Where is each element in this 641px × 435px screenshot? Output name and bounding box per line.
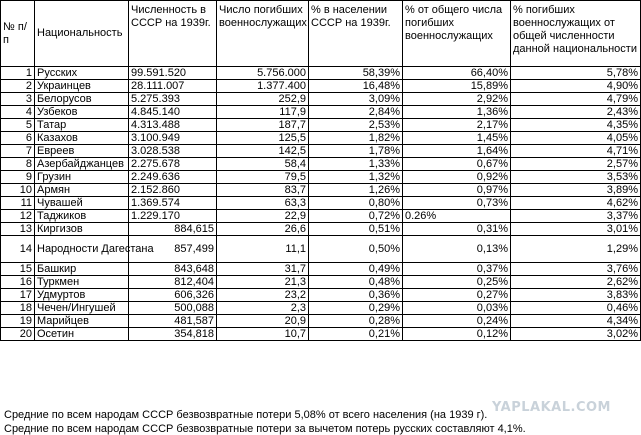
cell-nationality: Татар [35, 119, 129, 132]
table-row [1, 119, 641, 132]
footnote-average: Средние по всем народам СССР безвозвратные потери 5,08% от всего населения (на 1939 г). [4, 409, 488, 421]
cell-pct-nationality: 3,89% [511, 184, 641, 197]
cell-nationality: Чувашей [35, 197, 129, 210]
header-row [1, 1, 641, 67]
cell-killed: 2,3 [217, 302, 309, 315]
cell-pct-population: 16,48% [309, 80, 403, 93]
cell-population: 4.313.488 [129, 119, 217, 132]
cell-number: 6 [1, 132, 35, 145]
cell-population: 481,587 [129, 315, 217, 328]
cell-number: 18 [1, 302, 35, 315]
cell-pct-nationality: 3,83% [511, 289, 641, 302]
cell-pct-killed: 0,37% [403, 263, 511, 276]
cell-pct-population: 0,49% [309, 263, 403, 276]
cell-killed: 31,7 [217, 263, 309, 276]
cell-pct-killed: 0,97% [403, 184, 511, 197]
cell-nationality: Евреев [35, 145, 129, 158]
cell-pct-nationality: 3,53% [511, 171, 641, 184]
cell-nationality: Марийцев [35, 315, 129, 328]
cell-pct-killed: 0,24% [403, 315, 511, 328]
cell-killed: 142,5 [217, 145, 309, 158]
table-row [1, 302, 641, 315]
header-population: Численность в СССР на 1939г. [129, 1, 217, 67]
cell-pct-nationality: 3,01% [511, 223, 641, 236]
cell-pct-population: 1,82% [309, 132, 403, 145]
cell-number: 20 [1, 328, 35, 341]
cell-nationality: Армян [35, 184, 129, 197]
cell-nationality: Русских [35, 67, 129, 80]
cell-nationality: Удмуртов [35, 289, 129, 302]
cell-number: 10 [1, 184, 35, 197]
cell-killed: 58,4 [217, 158, 309, 171]
cell-nationality: Украинцев [35, 80, 129, 93]
cell-population: 4.845.140 [129, 106, 217, 119]
cell-killed: 187,7 [217, 119, 309, 132]
table-row [1, 93, 641, 106]
cell-pct-nationality: 2,57% [511, 158, 641, 171]
cell-killed: 20,9 [217, 315, 309, 328]
cell-nationality: Осетин [35, 328, 129, 341]
cell-pct-nationality: 2,62% [511, 276, 641, 289]
cell-nationality: Башкир [35, 263, 129, 276]
cell-pct-killed: 0,67% [403, 158, 511, 171]
cell-killed: 125,5 [217, 132, 309, 145]
cell-pct-population: 0,51% [309, 223, 403, 236]
header-pct-population: % в населении СССР на 1939г. [309, 1, 403, 67]
cell-pct-nationality: 4,90% [511, 80, 641, 93]
cell-pct-nationality: 5,78% [511, 67, 641, 80]
cell-number: 15 [1, 263, 35, 276]
cell-pct-nationality: 4,71% [511, 145, 641, 158]
cell-killed: 63,3 [217, 197, 309, 210]
table-row [1, 223, 641, 236]
table-row [1, 106, 641, 119]
cell-population: 606,326 [129, 289, 217, 302]
cell-number: 2 [1, 80, 35, 93]
table-row [1, 263, 641, 276]
cell-population: 2.249.636 [129, 171, 217, 184]
cell-pct-killed: 0,25% [403, 276, 511, 289]
cell-pct-killed: 0,73% [403, 197, 511, 210]
cell-killed: 5.756.000 [217, 67, 309, 80]
cell-nationality: Киргизов [35, 223, 129, 236]
cell-nationality: Казахов [35, 132, 129, 145]
cell-pct-population: 58,39% [309, 67, 403, 80]
cell-number: 11 [1, 197, 35, 210]
cell-pct-killed: 0.26% [403, 210, 511, 223]
cell-population: 1.369.574 [129, 197, 217, 210]
header-number: № п/п [1, 1, 35, 67]
cell-nationality: Народности Дагестана [35, 236, 129, 263]
cell-pct-nationality: 0,46% [511, 302, 641, 315]
cell-pct-population: 0,72% [309, 210, 403, 223]
cell-pct-population: 0,36% [309, 289, 403, 302]
cell-population: 812,404 [129, 276, 217, 289]
cell-population: 354,818 [129, 328, 217, 341]
cell-number: 19 [1, 315, 35, 328]
cell-pct-killed: 1,64% [403, 145, 511, 158]
cell-pct-population: 2,84% [309, 106, 403, 119]
cell-killed: 11,1 [217, 236, 309, 263]
cell-pct-killed: 0,13% [403, 236, 511, 263]
cell-population: 2.152.860 [129, 184, 217, 197]
header-killed: Число погибших военнослужащих [217, 1, 309, 67]
cell-pct-killed: 1,36% [403, 106, 511, 119]
cell-pct-nationality: 4,05% [511, 132, 641, 145]
cell-killed: 117,9 [217, 106, 309, 119]
cell-population: 1.229.170 [129, 210, 217, 223]
cell-pct-killed: 2,17% [403, 119, 511, 132]
table-body [1, 67, 641, 341]
cell-pct-nationality: 1,29% [511, 236, 641, 263]
cell-population: 3.100.949 [129, 132, 217, 145]
table-row [1, 184, 641, 197]
cell-number: 4 [1, 106, 35, 119]
cell-pct-killed: 0,27% [403, 289, 511, 302]
table-row [1, 276, 641, 289]
cell-pct-nationality: 4,35% [511, 119, 641, 132]
cell-killed: 26,6 [217, 223, 309, 236]
table-row [1, 210, 641, 223]
cell-number: 17 [1, 289, 35, 302]
table-row [1, 145, 641, 158]
cell-pct-killed: 0,31% [403, 223, 511, 236]
cell-pct-killed: 0,03% [403, 302, 511, 315]
cell-number: 9 [1, 171, 35, 184]
cell-population: 857,499 [129, 236, 217, 263]
table-row [1, 328, 641, 341]
cell-pct-nationality: 4,79% [511, 93, 641, 106]
table-row [1, 132, 641, 145]
cell-pct-nationality: 4,34% [511, 315, 641, 328]
header-pct-nationality: % погибших военнослужащих от общей численности данной национальности [511, 1, 641, 67]
table-row [1, 236, 641, 263]
cell-killed: 23,2 [217, 289, 309, 302]
cell-pct-population: 1,26% [309, 184, 403, 197]
cell-nationality: Узбеков [35, 106, 129, 119]
cell-pct-killed: 66,40% [403, 67, 511, 80]
cell-population: 884,615 [129, 223, 217, 236]
cell-pct-population: 1,32% [309, 171, 403, 184]
watermark-logo: YAPLAKAL.COM [492, 400, 611, 415]
cell-nationality: Чечен/Ингушей [35, 302, 129, 315]
cell-killed: 21,3 [217, 276, 309, 289]
cell-number: 14 [1, 236, 35, 263]
cell-pct-killed: 0,92% [403, 171, 511, 184]
cell-pct-population: 0,48% [309, 276, 403, 289]
table-row [1, 197, 641, 210]
table-row [1, 315, 641, 328]
cell-nationality: Туркмен [35, 276, 129, 289]
cell-nationality: Белорусов [35, 93, 129, 106]
cell-number: 3 [1, 93, 35, 106]
cell-number: 13 [1, 223, 35, 236]
cell-pct-population: 0,28% [309, 315, 403, 328]
cell-pct-population: 2,53% [309, 119, 403, 132]
cell-pct-nationality: 2,43% [511, 106, 641, 119]
cell-pct-population: 0,29% [309, 302, 403, 315]
cell-pct-population: 3,09% [309, 93, 403, 106]
cell-pct-population: 1,78% [309, 145, 403, 158]
header-nationality: Национальность [35, 1, 129, 67]
cell-killed: 79,5 [217, 171, 309, 184]
cell-killed: 1.377.400 [217, 80, 309, 93]
cell-number: 1 [1, 67, 35, 80]
table-row [1, 289, 641, 302]
cell-population: 3.028.538 [129, 145, 217, 158]
cell-pct-killed: 15,89% [403, 80, 511, 93]
cell-number: 5 [1, 119, 35, 132]
cell-pct-population: 0,50% [309, 236, 403, 263]
cell-nationality: Таджиков [35, 210, 129, 223]
cell-killed: 22,9 [217, 210, 309, 223]
table-row [1, 158, 641, 171]
cell-pct-killed: 0,12% [403, 328, 511, 341]
cell-population: 843,648 [129, 263, 217, 276]
cell-pct-nationality: 3,76% [511, 263, 641, 276]
cell-pct-nationality: 3,37% [511, 210, 641, 223]
footnote-average-excluding-russians: Средние по всем народам СССР безвозвратные потери за вычетом потерь русских составляют 4,1%. [4, 423, 526, 435]
cell-number: 7 [1, 145, 35, 158]
cell-killed: 252,9 [217, 93, 309, 106]
cell-pct-population: 1,33% [309, 158, 403, 171]
cell-killed: 83,7 [217, 184, 309, 197]
cell-pct-nationality: 4,62% [511, 197, 641, 210]
cell-pct-population: 0,21% [309, 328, 403, 341]
cell-population: 28.111.007 [129, 80, 217, 93]
cell-nationality: Грузин [35, 171, 129, 184]
cell-pct-killed: 1,45% [403, 132, 511, 145]
table-row [1, 80, 641, 93]
cell-number: 12 [1, 210, 35, 223]
cell-population: 5.275.393 [129, 93, 217, 106]
table-row [1, 67, 641, 80]
cell-number: 8 [1, 158, 35, 171]
cell-population: 99.591.520 [129, 67, 217, 80]
table-row [1, 171, 641, 184]
cell-pct-nationality: 3,02% [511, 328, 641, 341]
cell-population: 2.275.678 [129, 158, 217, 171]
cell-pct-killed: 2,92% [403, 93, 511, 106]
cell-killed: 10,7 [217, 328, 309, 341]
header-pct-killed: % от общего числа погибших военнослужащих [403, 1, 511, 67]
cell-population: 500,088 [129, 302, 217, 315]
cell-pct-population: 0,80% [309, 197, 403, 210]
cell-number: 16 [1, 276, 35, 289]
cell-nationality: Азербайджанцев [35, 158, 129, 171]
